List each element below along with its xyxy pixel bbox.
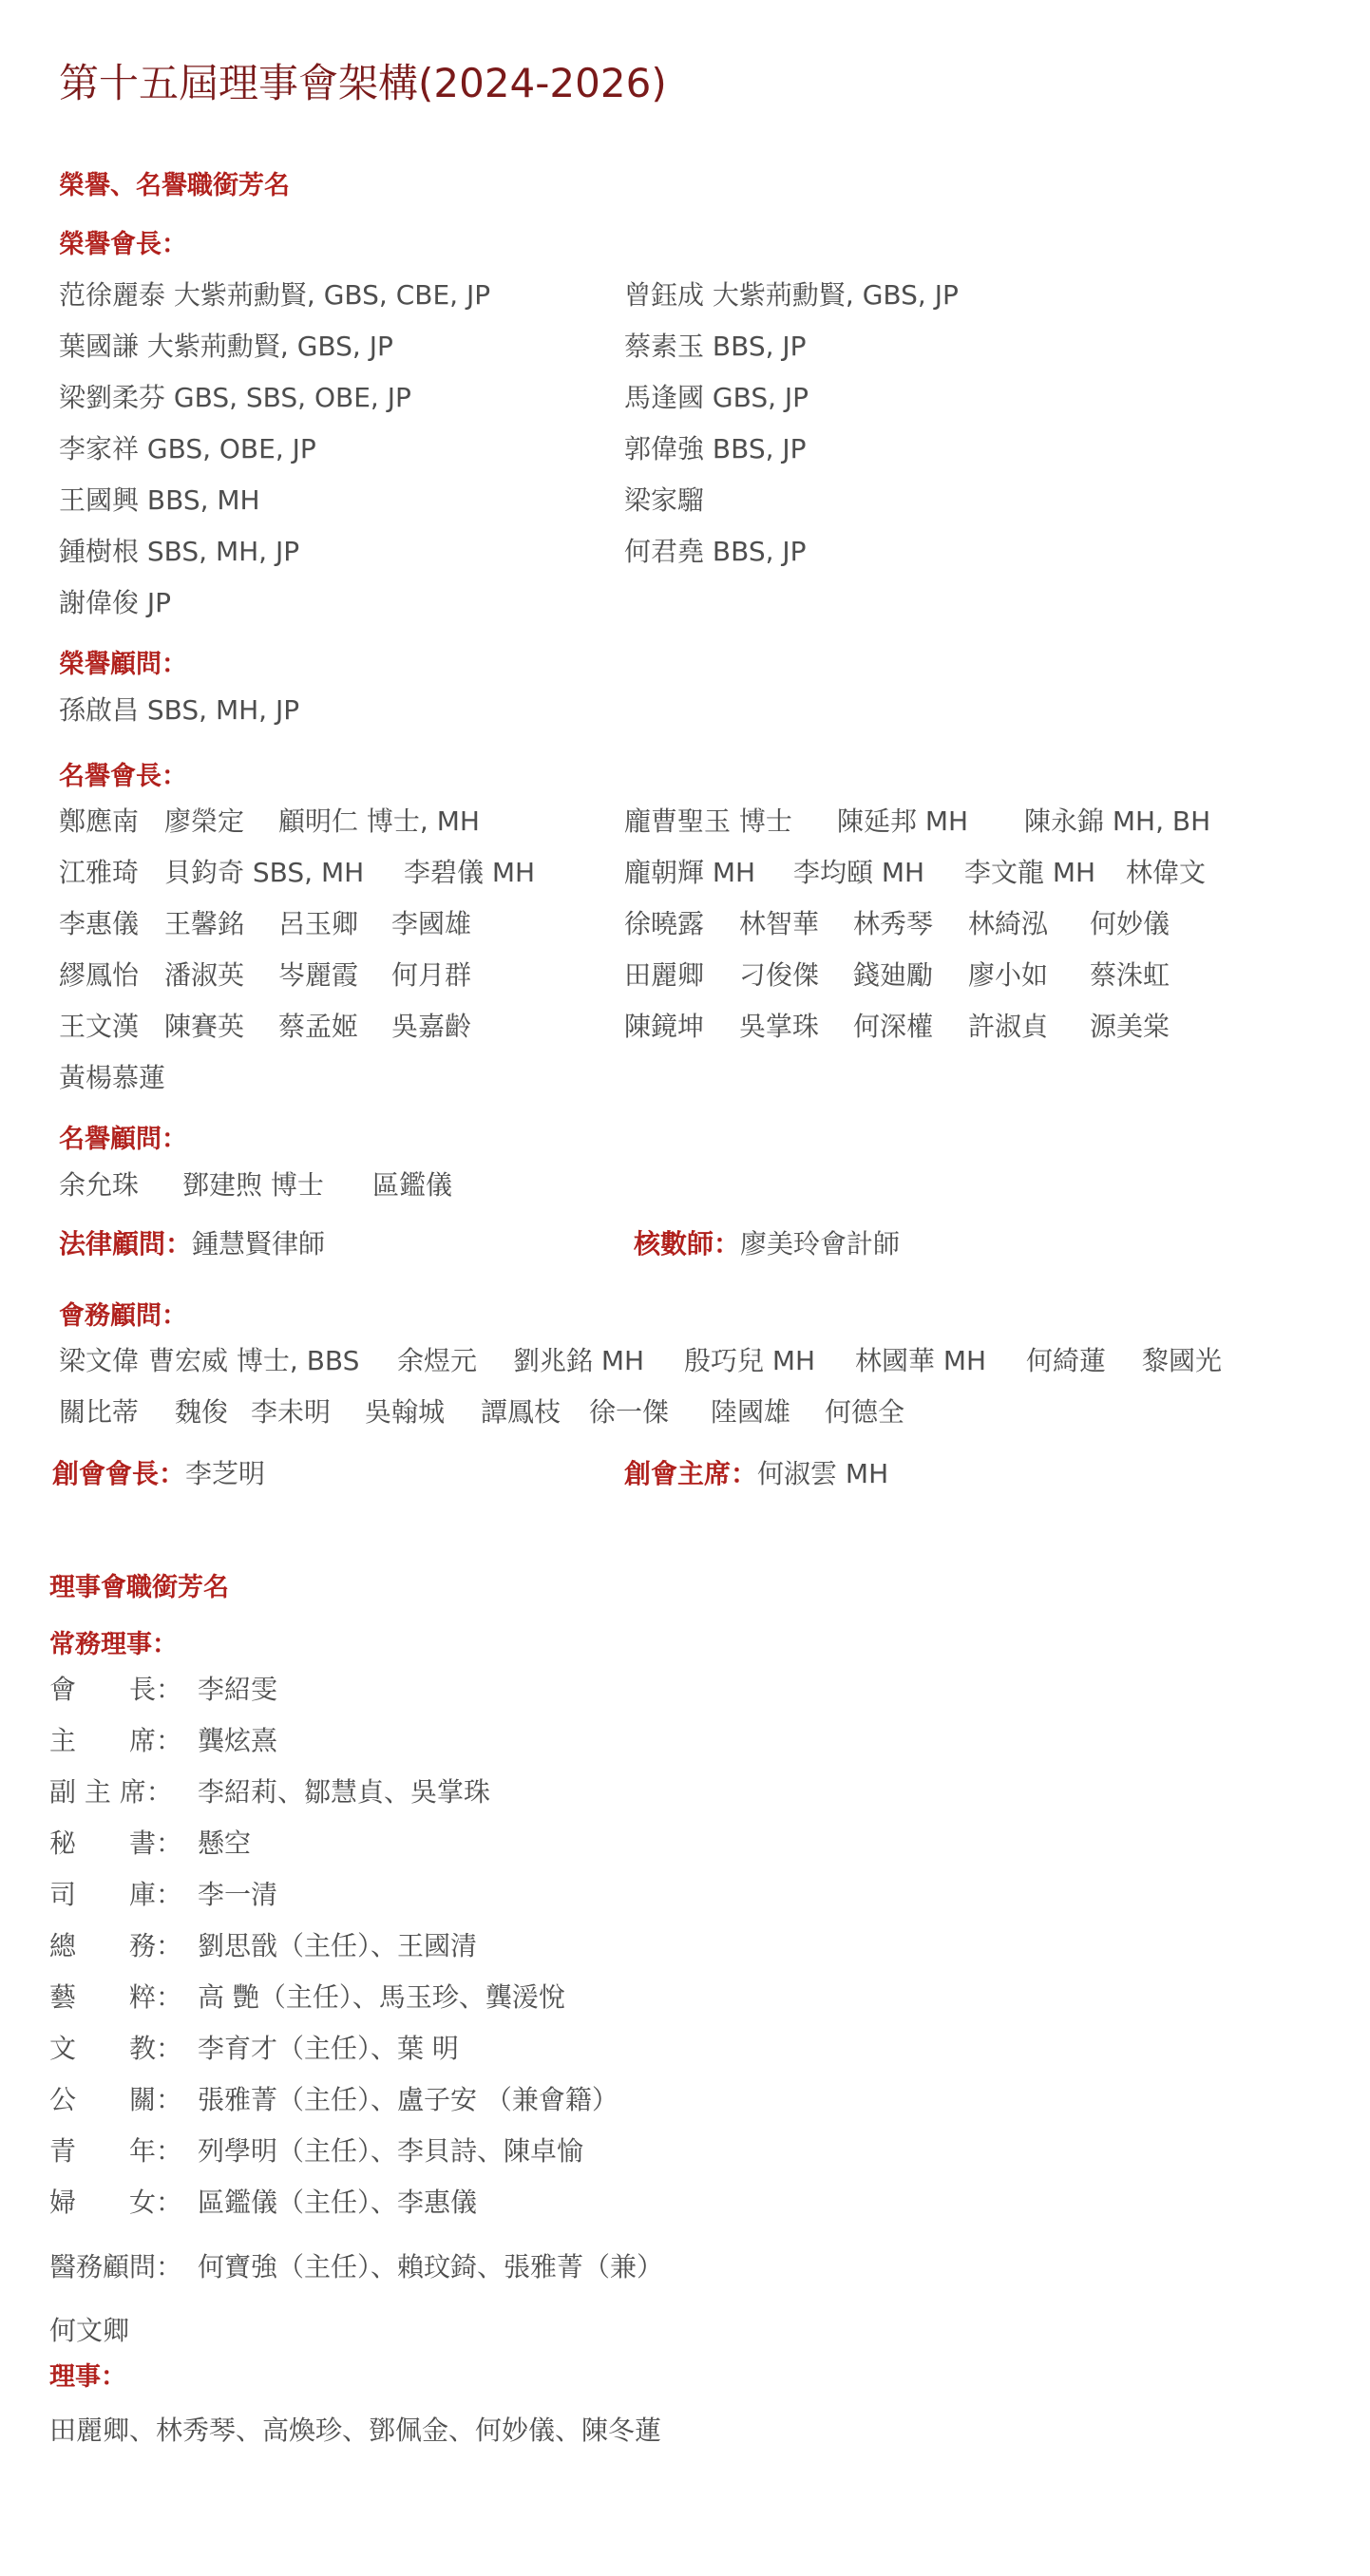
honorary-presidents-label: 榮譽會長： [59,230,187,259]
hon-president: 岑麗霞 [278,959,359,991]
board-role: 主 席： [49,1725,183,1756]
honorary-president: 何君堯 BBS, JP [624,536,807,567]
board-row [49,1825,251,1863]
founding-chairman-value: 何淑雲 MH [757,1458,889,1489]
affairs-advisor: 吳翰城 [365,1396,446,1428]
board-names: 列學明（主任）、李貝詩、陳卓愉 [198,2135,584,2167]
board-heading: 理事會職銜芳名 [49,1573,229,1602]
hon-president: 陳鏡坤 [624,1011,705,1042]
board-names: 高 艷（主任）、馬玉珍、龔湲悅 [198,1981,565,2013]
affairs-advisor: 徐一傑 [589,1396,670,1428]
board-row [49,2132,583,2170]
board-names: 李紹莉、鄒慧貞、吳掌珠 [198,1776,491,1808]
hon-presidents-row [59,957,471,994]
board-role: 文 教： [49,2033,183,2064]
honorary-president: 梁家騮 [624,484,705,516]
honorary-heading: 榮譽、名譽職銜芳名 [59,171,290,200]
hon-presidents-row [59,1059,165,1097]
board-row [49,2030,459,2068]
hon-president: 貝鈞奇 SBS, MH [164,857,365,888]
affairs-advisor: 陸國雄 [711,1396,791,1428]
affairs-advisor: 曹宏威 博士, BBS [148,1345,360,1376]
hon-president: 鄭應南 [59,805,140,837]
honorary-president: 謝偉俊 JP [59,587,172,618]
directors-label: 理事： [49,2362,126,2392]
affairs-advisor: 劉兆銘 MH [513,1345,645,1376]
hon-advisors-row [59,1166,452,1204]
hon-presidents-row [59,1008,471,1046]
board-role: 總 務： [49,1930,183,1961]
extra-name: 何文卿 [49,2315,130,2346]
hon-president: 江雅琦 [59,857,140,888]
affairs-advisor: 黎國光 [1142,1345,1223,1376]
hon-presidents-row [59,905,471,943]
hon-presidents-row [624,905,1170,943]
hon-president: 何妙儀 [1090,908,1170,939]
hon-president: 林綺泓 [968,908,1049,939]
board-row [49,2184,477,2222]
board-row [49,1979,565,2017]
affairs-advisors-label: 會務顧問： [59,1301,187,1331]
auditor-value: 廖美玲會計師 [740,1228,901,1260]
affairs-advisor: 何德全 [825,1396,905,1428]
hon-president: 龐朝輝 MH [624,857,756,888]
board-names: 懸空 [198,1828,252,1859]
hon-president: 徐曉露 [624,908,705,939]
honorary-president: 梁劉柔芬 GBS, SBS, OBE, JP [59,382,411,413]
honorary-president: 鍾樹根 SBS, MH, JP [59,536,300,567]
board-names: 龔炫熹 [198,1725,278,1756]
medical-advisor-row [49,2248,663,2286]
directors-names: 田麗卿、林秀琴、高煥珍、鄧佩金、何妙儀、陳冬蓮 [49,2415,662,2446]
hon-president: 李國雄 [391,908,472,939]
hon-president: 錢廸勵 [853,959,934,991]
board-role: 會 長： [49,1674,183,1705]
hon-president: 何深權 [853,1011,934,1042]
page-title: 第十五屆理事會架構(2024-2026) [59,60,667,106]
board-role: 公 關： [49,2084,183,2115]
board-role: 婦 女： [49,2187,183,2218]
legal-advisor-line [59,1225,325,1263]
medical-advisor-role: 醫務顧問： [49,2251,183,2282]
hon-president: 呂玉卿 [278,908,359,939]
hon-president: 李文龍 MH [964,857,1096,888]
board-names: 劉思戩（主任）、王國清 [198,1930,478,1961]
hon-presidents-row [59,803,480,841]
hon-presidents-row [624,1008,1170,1046]
board-names: 李一清 [198,1879,278,1910]
hon-advisors-label: 名譽顧問： [59,1125,187,1154]
founding-chairman-line [624,1455,888,1493]
hon-president: 李均頤 MH [793,857,925,888]
hon-presidents-row [59,854,535,892]
hon-advisor: 區鑑儀 [372,1169,453,1201]
board-role: 司 庫： [49,1879,183,1910]
honorary-president: 葉國謙 大紫荊勳賢, GBS, JP [59,331,393,362]
hon-advisor: 余允珠 [59,1169,140,1201]
affairs-advisor: 余煜元 [397,1345,478,1376]
hon-president: 林智華 [739,908,820,939]
hon-president: 龐曹聖玉 博士 [624,805,792,837]
honorary-president: 蔡素玉 BBS, JP [624,331,807,362]
hon-president: 繆鳳怡 [59,959,140,991]
hon-president: 吳掌珠 [739,1011,820,1042]
hon-president: 廖小如 [968,959,1049,991]
hon-president: 刁俊傑 [739,959,820,991]
honorary-president: 郭偉強 BBS, JP [624,433,807,464]
board-row [49,1671,277,1709]
hon-president: 田麗卿 [624,959,705,991]
founding-president-label: 創會會長： [52,1458,186,1489]
hon-president: 廖榮定 [164,805,245,837]
hon-president: 蔡洙虹 [1090,959,1170,991]
honorary-advisor: 孫啟昌 SBS, MH, JP [59,694,300,726]
affairs-advisors-row [59,1342,1222,1380]
board-row [49,1722,277,1760]
hon-president: 陳永錦 MH, BH [1024,805,1211,837]
standing-directors-label: 常務理事： [49,1630,178,1659]
hon-president: 李碧儀 MH [404,857,536,888]
board-names: 李紹雯 [198,1674,278,1705]
affairs-advisors-row [59,1393,904,1431]
board-role: 秘 書： [49,1828,183,1859]
founding-president-line [52,1455,265,1493]
hon-president: 源美棠 [1090,1011,1170,1042]
hon-presidents-row [624,957,1170,994]
founding-chairman-label: 創會主席： [624,1458,758,1489]
hon-presidents-row [624,854,1206,892]
hon-president: 潘淑英 [164,959,245,991]
honorary-president: 馬逢國 GBS, JP [624,382,809,413]
affairs-advisor: 梁文偉 [59,1345,140,1376]
board-role: 青 年： [49,2135,183,2167]
hon-president: 何月群 [391,959,472,991]
hon-president: 陳賽英 [164,1011,245,1042]
legal-advisor-label: 法律顧問： [59,1228,193,1260]
hon-president: 黃楊慕蓮 [59,1062,166,1093]
auditor-label: 核數師： [634,1228,741,1260]
hon-president: 王文漢 [59,1011,140,1042]
board-names: 李育才（主任）、葉 明 [198,2033,459,2064]
hon-president: 陳延邦 MH [837,805,969,837]
hon-president: 蔡孟姬 [278,1011,359,1042]
hon-president: 林偉文 [1126,857,1207,888]
affairs-advisor: 關比蒂 [59,1396,140,1428]
board-row [49,1927,477,1965]
honorary-president: 曾鈺成 大紫荊勳賢, GBS, JP [624,279,959,311]
affairs-advisor: 譚鳳枝 [481,1396,561,1428]
hon-president: 林秀琴 [853,908,934,939]
honorary-president: 范徐麗泰 大紫荊勳賢, GBS, CBE, JP [59,279,491,311]
board-role: 藝 粹： [49,1981,183,2013]
affairs-advisor: 殷巧兒 MH [684,1345,816,1376]
affairs-advisor: 魏俊 [175,1396,229,1428]
honorary-president: 王國興 BBS, MH [59,484,260,516]
founding-president-value: 李芝明 [185,1458,266,1489]
hon-presidents-label: 名譽會長： [59,762,187,791]
legal-advisor-value: 鍾慧賢律師 [192,1228,326,1260]
medical-advisor-names: 何寶強（主任）、賴玟錡、張雅菁（兼） [198,2251,664,2282]
affairs-advisor: 李未明 [251,1396,332,1428]
hon-president: 王馨銘 [164,908,245,939]
affairs-advisor: 何綺蓮 [1026,1345,1107,1376]
honorary-president: 李家祥 GBS, OBE, JP [59,433,316,464]
board-row [49,2081,618,2119]
board-names: 張雅菁（主任）、盧子安 （兼會籍） [198,2084,618,2115]
affairs-advisor: 林國華 MH [855,1345,987,1376]
auditor-line [634,1225,900,1263]
hon-president: 吳嘉齡 [391,1011,472,1042]
hon-advisor: 鄧建煦 博士 [182,1169,324,1201]
board-names: 區鑑儀（主任）、李惠儀 [198,2187,478,2218]
board-row [49,1773,490,1811]
hon-president: 顧明仁 博士, MH [278,805,480,837]
hon-president: 李惠儀 [59,908,140,939]
board-row [49,1876,277,1914]
board-role: 副 主 席： [49,1776,173,1808]
hon-president: 許淑貞 [968,1011,1049,1042]
honorary-advisors-label: 榮譽顧問： [59,650,187,679]
hon-presidents-row [624,803,1210,841]
